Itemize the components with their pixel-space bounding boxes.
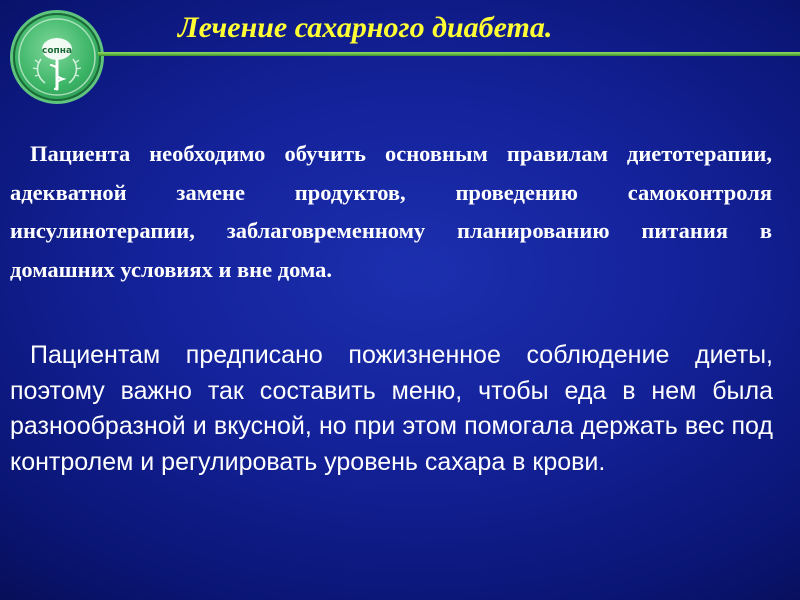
medical-emblem-icon (13, 13, 101, 101)
logo-text: сопна (41, 46, 73, 56)
paragraph-lifelong-diet: Пациентам предписано пожизненное соблюдение диеты, поэтому важно так составить меню, чтобы еда в нем была разнообразной и вкусной, но при этом помогала держать вес под контролем и регулировать уровень сахара в крови. (10, 341, 773, 476)
slide-title: Лечение сахарного диабета. (178, 11, 553, 44)
paragraph-patient-education: Пациента необходимо обучить основным правилам диетотерапии, адекватной замене продуктов, проведению самоконтроля инсулинотерапии, заблаговременному планированию питания в домашних условиях и вне дома. (10, 141, 772, 282)
title-divider (98, 52, 800, 56)
